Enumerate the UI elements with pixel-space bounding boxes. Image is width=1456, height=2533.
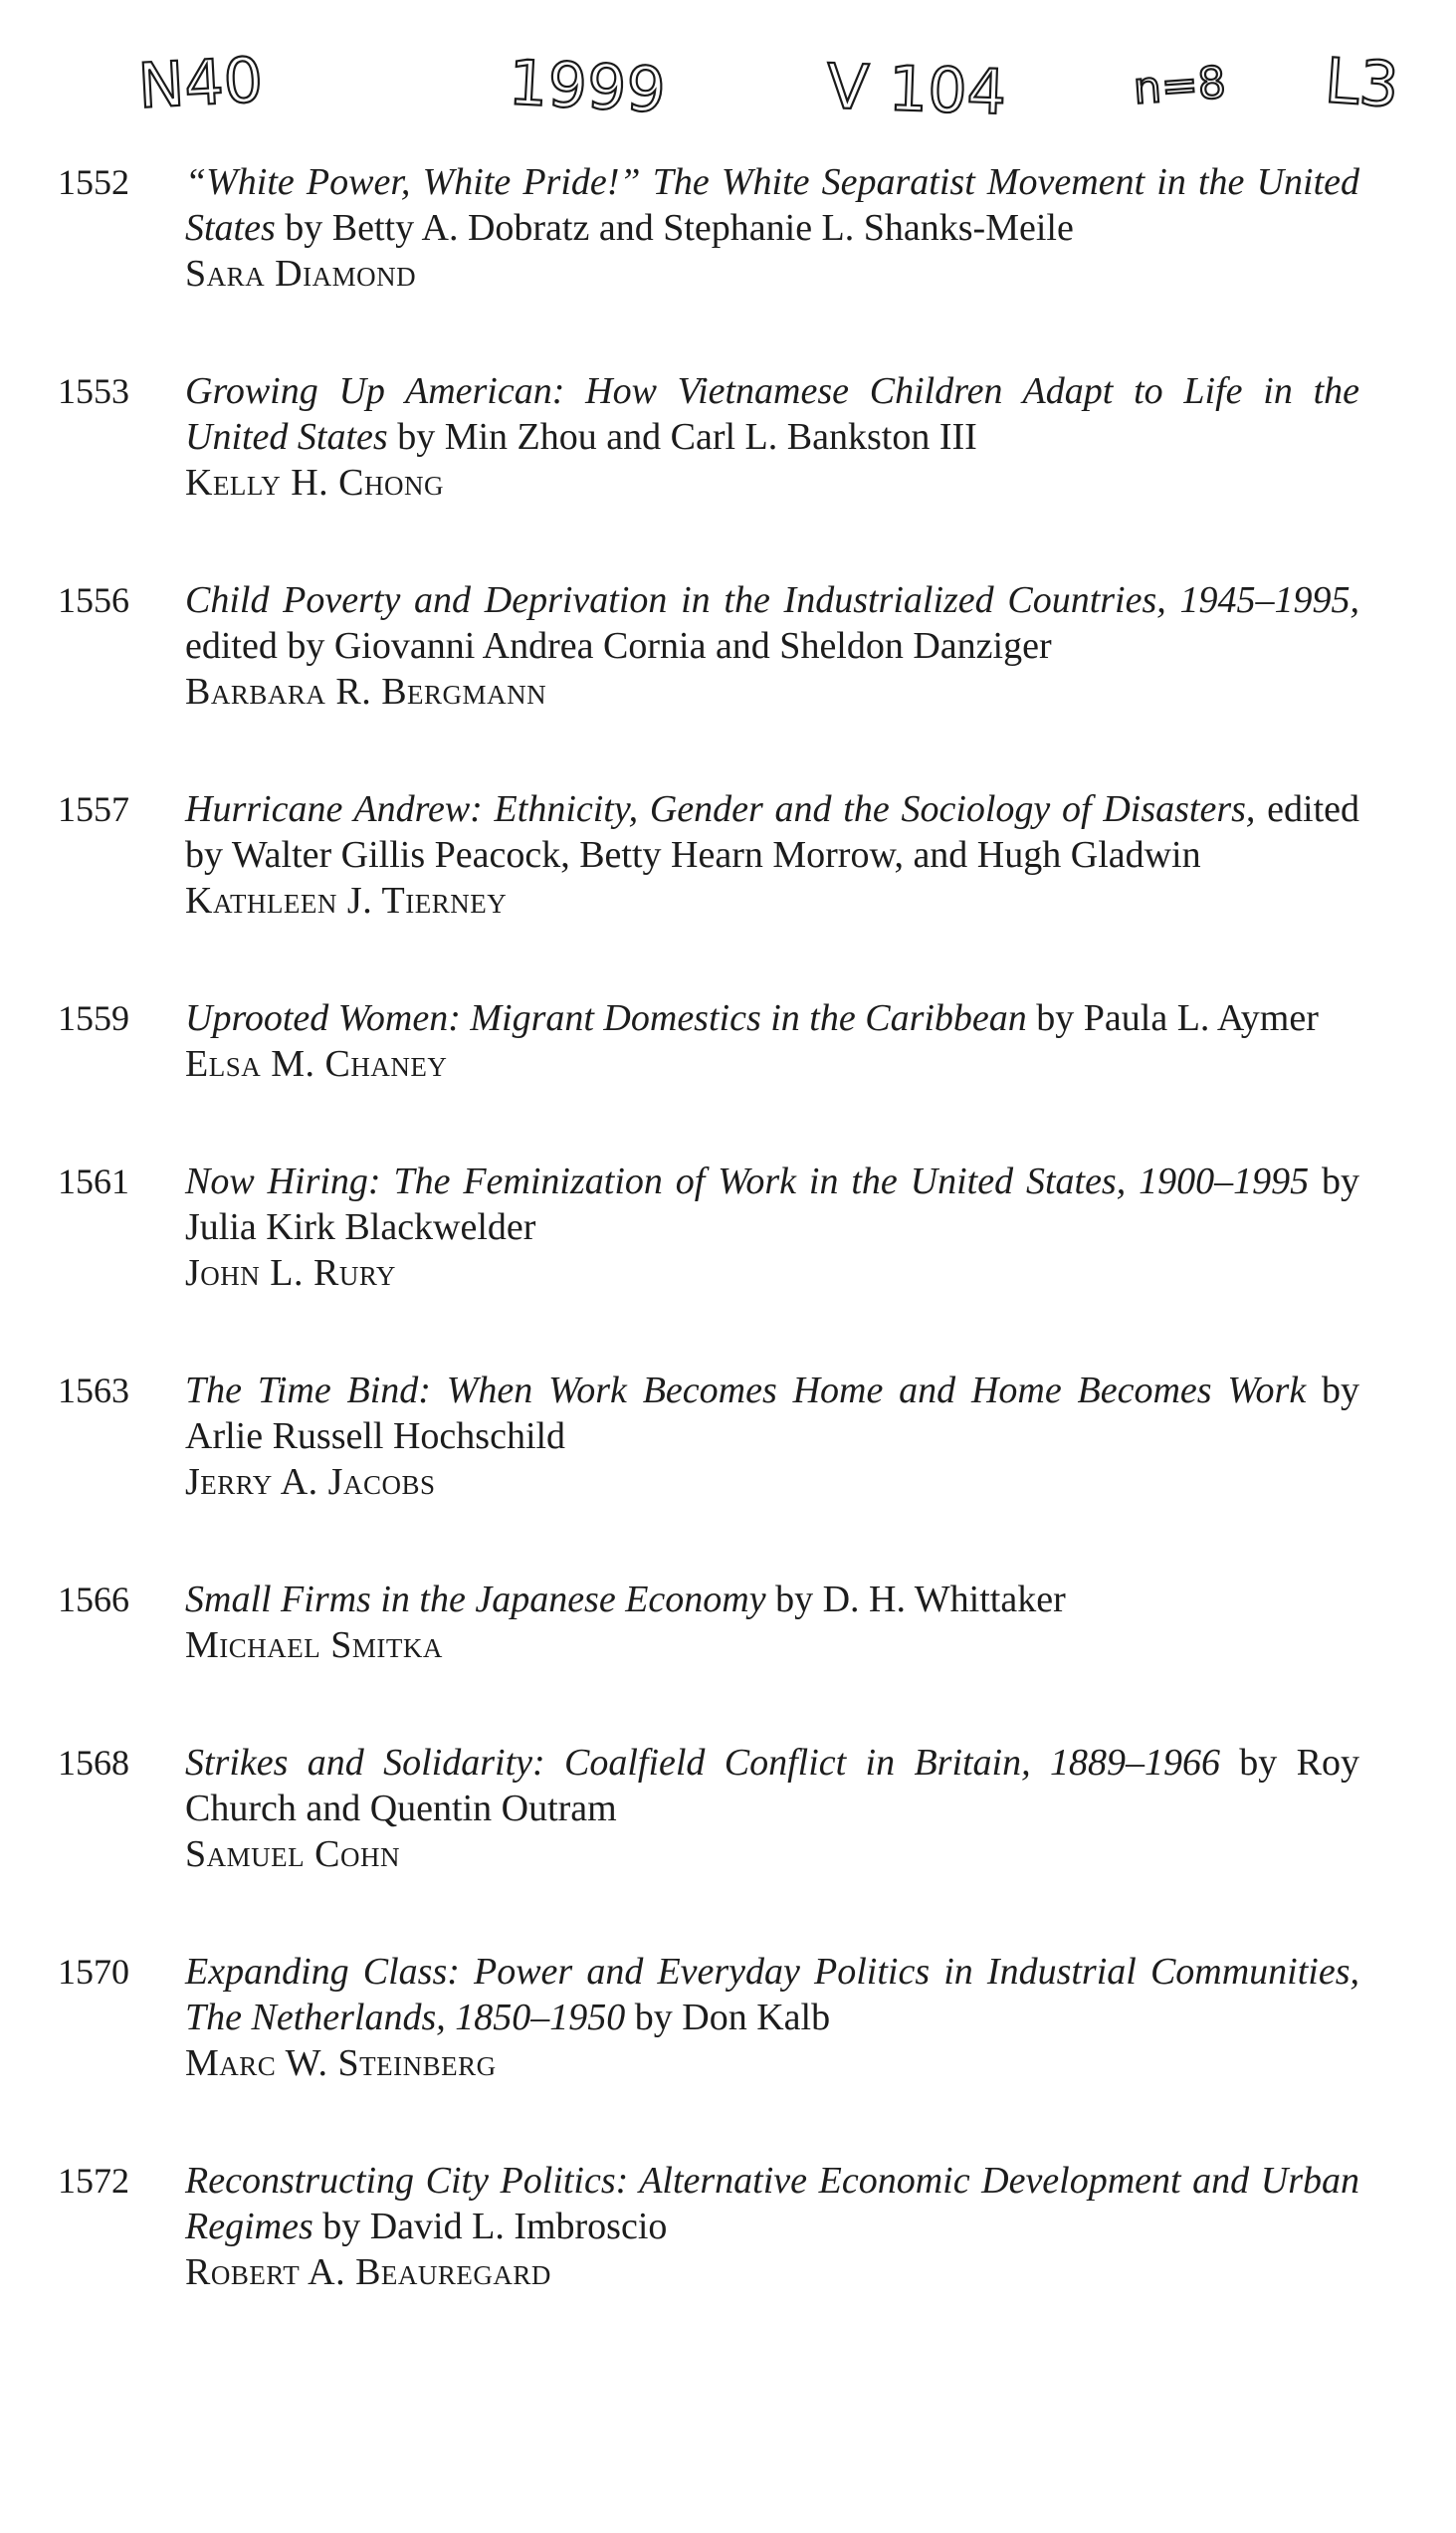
page-number: 1553: [58, 371, 129, 411]
reviewer-name: John L. Rury: [185, 1252, 396, 1294]
citation-connector: by: [1306, 1370, 1359, 1411]
citation-connector: by: [765, 1579, 823, 1620]
book-title: Child Poverty and Deprivation in the Industrialized Countries, 1945–1995,: [185, 579, 1359, 621]
page-number: 1552: [58, 162, 129, 202]
page-number: 1572: [58, 2161, 129, 2201]
book-authors: Don Kalb: [682, 1997, 831, 2038]
entry-body: [185, 1949, 1359, 2086]
entry-body: [185, 368, 1359, 506]
citation-connector: by: [1309, 1161, 1359, 1202]
page-number: 1570: [58, 1952, 129, 1992]
reviewer-name: Michael Smitka: [185, 1624, 443, 1666]
book-authors: Arlie Russell Hochschild: [185, 1415, 566, 1457]
citation-connector: edited by: [185, 788, 1359, 876]
reviewer-name: Jerry A. Jacobs: [185, 1461, 436, 1503]
book-citation: [185, 1740, 1359, 1831]
entry-body: [185, 577, 1359, 715]
book-authors: Giovanni Andrea Cornia and Sheldon Danziger: [333, 625, 1052, 667]
reviewer-name: Samuel Cohn: [185, 1833, 400, 1875]
reviewer-name: Elsa M. Chaney: [185, 1043, 448, 1085]
page-number: 1559: [58, 998, 129, 1038]
review-entry: [58, 786, 1371, 924]
entry-body: [185, 995, 1359, 1087]
book-title: Expanding Class: Power and Everyday Politics in Industrial Communities, The Netherlands, 1850–1950: [185, 1951, 1359, 2038]
reviewer-name: Kelly H. Chong: [185, 462, 444, 504]
citation-connector: by: [312, 2206, 370, 2247]
reviewer-name: Sara Diamond: [185, 253, 417, 295]
review-entry: [58, 577, 1371, 715]
book-citation: [185, 1577, 1359, 1622]
book-authors: Betty A. Dobratz and Stephanie L. Shanks-Meile: [331, 207, 1074, 249]
book-authors: Min Zhou and Carl L. Bankston III: [444, 416, 977, 458]
handwritten-annotation-drawing: [129, 38, 1443, 147]
entry-body: [185, 1577, 1359, 1668]
book-title: Growing Up American: How Vietnamese Children Adapt to Life in the United States: [185, 370, 1359, 458]
handwritten-shelf-code: L3: [1322, 44, 1401, 122]
book-authors: Paula L. Aymer: [1083, 997, 1319, 1039]
page-number: 1568: [58, 1743, 129, 1783]
entry-body: [185, 1368, 1359, 1505]
page-number: 1563: [58, 1371, 129, 1410]
book-title: Now Hiring: The Feminization of Work in the United States, 1900–1995: [185, 1161, 1310, 1202]
reviewer-name: Robert A. Beauregard: [185, 2251, 551, 2293]
entry-body: [185, 159, 1359, 297]
reviewer-name: Marc W. Steinberg: [185, 2042, 497, 2084]
page-number: 1557: [58, 789, 129, 829]
entry-body: [185, 1159, 1359, 1296]
book-authors: D. H. Whittaker: [822, 1579, 1066, 1620]
book-title: “White Power, White Pride!” The White Separatist Movement in the United States: [185, 161, 1359, 249]
review-entry: [58, 1159, 1371, 1296]
review-entry: [58, 995, 1371, 1087]
book-title: Uprooted Women: Migrant Domestics in the Caribbean: [185, 997, 1027, 1039]
book-title: Reconstructing City Politics: Alternative Economic Development and Urban Regimes: [185, 2160, 1359, 2247]
book-authors: Walter Gillis Peacock, Betty Hearn Morrow, and Hugh Gladwin: [231, 834, 1201, 876]
review-entry: [58, 159, 1371, 297]
handwritten-annotation: [129, 38, 1443, 147]
handwritten-journal-code: N40: [135, 43, 265, 122]
book-citation: [185, 159, 1359, 251]
entry-body: [185, 2158, 1359, 2295]
review-entry: [58, 1949, 1371, 2086]
review-entry: [58, 368, 1371, 506]
book-citation: [185, 995, 1359, 1041]
book-citation: [185, 1159, 1359, 1250]
page-number: 1556: [58, 580, 129, 620]
book-citation: [185, 786, 1359, 878]
book-title: Strikes and Solidarity: Coalfield Conflict in Britain, 1889–1966: [185, 1742, 1220, 1784]
review-entry: [58, 1577, 1371, 1668]
handwritten-issue: n=8: [1132, 57, 1228, 114]
book-citation: [185, 1949, 1359, 2040]
review-entry: [58, 1740, 1371, 1877]
book-title: The Time Bind: When Work Becomes Home and Home Becomes Work: [185, 1370, 1307, 1411]
entry-body: [185, 786, 1359, 924]
citation-connector: by: [1219, 1742, 1297, 1784]
citation-connector: by: [387, 416, 445, 458]
book-citation: [185, 577, 1359, 669]
citation-connector: by: [625, 1997, 683, 2038]
citation-connector: by: [275, 207, 332, 249]
page-number: 1566: [58, 1580, 129, 1619]
book-citation: [185, 368, 1359, 460]
book-title: Small Firms in the Japanese Economy: [185, 1579, 766, 1620]
book-authors: Roy Church and Quentin Outram: [185, 1742, 1360, 1829]
citation-connector: by: [1026, 997, 1084, 1039]
handwritten-volume: V 104: [825, 50, 1008, 129]
book-authors: David L. Imbroscio: [369, 2206, 668, 2247]
handwritten-year: 1999: [507, 46, 668, 127]
reviewer-name: Barbara R. Bergmann: [185, 671, 547, 713]
book-citation: [185, 1368, 1359, 1459]
reviewer-name: Kathleen J. Tierney: [185, 880, 508, 922]
book-title: Hurricane Andrew: Ethnicity, Gender and the Sociology of Disasters,: [185, 788, 1256, 830]
review-entry: [58, 2158, 1371, 2295]
book-review-list: [58, 159, 1371, 2367]
book-citation: [185, 2158, 1359, 2249]
book-authors: Julia Kirk Blackwelder: [185, 1206, 536, 1248]
entry-body: [185, 1740, 1359, 1877]
citation-connector: edited by: [185, 625, 334, 667]
page-number: 1561: [58, 1161, 129, 1201]
review-entry: [58, 1368, 1371, 1505]
